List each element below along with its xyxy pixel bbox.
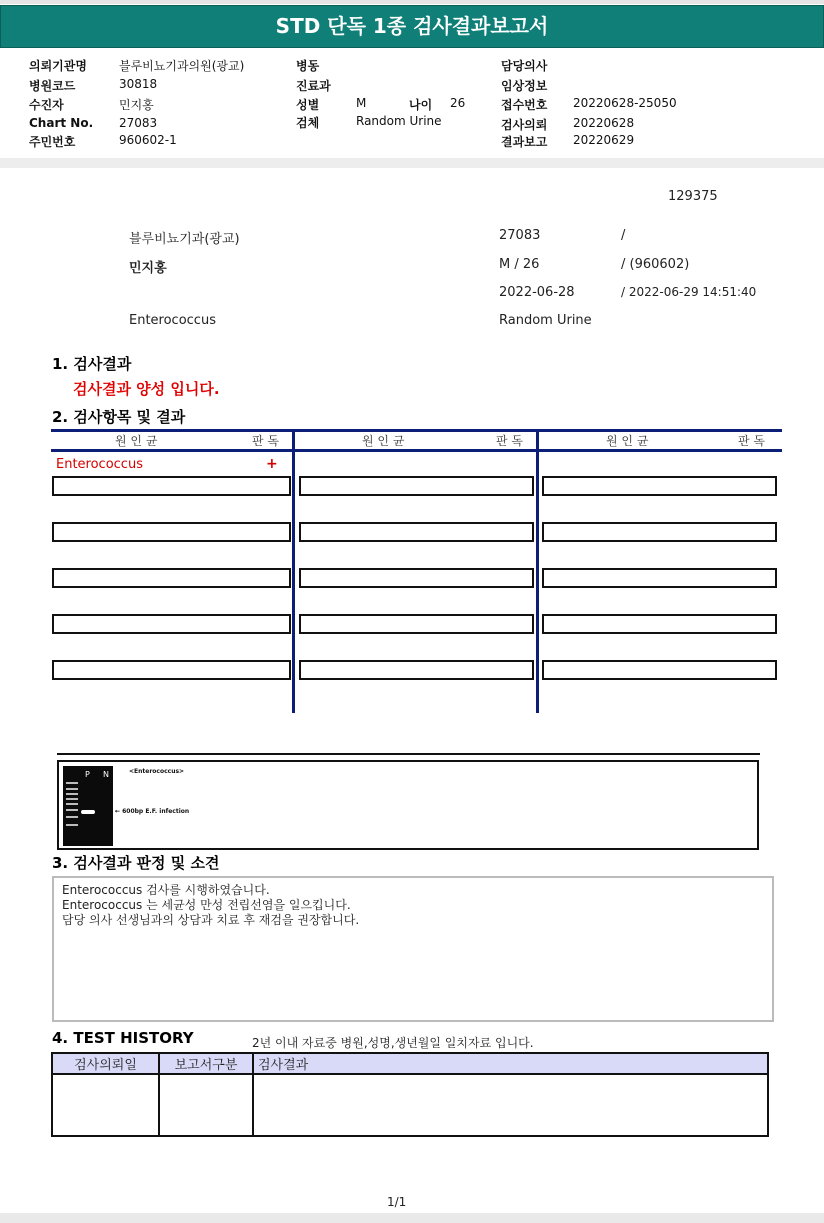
col2-pathogen-header: 원 인 균	[362, 434, 405, 448]
grid-divider-1	[292, 429, 295, 713]
result-box	[52, 660, 291, 680]
header-label-hospital-code: 병원코드	[29, 79, 76, 93]
info-slash: /	[621, 228, 626, 243]
result-box	[52, 568, 291, 588]
header-label-chart: Chart No.	[29, 116, 94, 130]
header-label-request-date: 검사의뢰	[501, 118, 548, 132]
history-cell	[159, 1074, 253, 1136]
gel-lane-p: P	[85, 770, 90, 779]
header-value-patient: 민지홍	[119, 98, 154, 112]
result-box	[542, 614, 777, 634]
history-header-report-type: 보고서구분	[159, 1053, 253, 1074]
report-number: 129375	[668, 189, 718, 204]
header-label-age: 나이	[409, 98, 433, 112]
header-label-hospital: 의뢰기관명	[29, 59, 87, 73]
result-box	[52, 522, 291, 542]
header-value-specimen: Random Urine	[356, 114, 442, 128]
result-box	[299, 522, 534, 542]
info-request-date: 2022-06-28	[499, 285, 575, 300]
result-box	[542, 522, 777, 542]
header-label-clinical-info: 임상정보	[501, 79, 548, 93]
result-box	[299, 568, 534, 588]
section1-title: 1. 검사결과	[52, 355, 132, 373]
gel-figure	[57, 760, 759, 850]
result-positive-mark: +	[266, 456, 278, 472]
section2-title: 2. 검사항목 및 결과	[52, 408, 186, 426]
header-value-chart: 27083	[119, 116, 158, 130]
header-label-receipt-no: 접수번호	[501, 98, 548, 112]
gel-title: <Enterococcus>	[129, 768, 185, 775]
header-value-sex: M	[356, 96, 367, 110]
opinion-line-1: Enterococcus 검사를 시행하였습니다.	[62, 883, 270, 897]
header-label-dept: 진료과	[296, 79, 331, 93]
info-specimen: Random Urine	[499, 313, 592, 328]
grid-header-line	[51, 449, 782, 452]
gel-ladder-band	[66, 782, 78, 784]
result-box	[542, 568, 777, 588]
header-value-hospital: 블루비뇨기과의원(광교)	[119, 59, 245, 73]
header-label-doctor: 담당의사	[501, 59, 548, 73]
result-box	[52, 476, 291, 496]
header-separator	[0, 158, 824, 168]
header-label-patient: 수진자	[29, 98, 64, 112]
header-value-hospital-code: 30818	[119, 77, 158, 91]
result-pathogen-name: Enterococcus	[56, 457, 143, 472]
gel-ladder-band	[66, 803, 78, 805]
top-border	[0, 0, 824, 4]
gel-ladder-band	[66, 798, 78, 800]
gel-ladder-band	[66, 824, 78, 826]
header-value-age: 26	[450, 96, 466, 110]
opinion-line-2: Enterococcus 는 세균성 만성 전립선염을 일으킵니다.	[62, 898, 351, 912]
info-patient: 민지홍	[129, 261, 167, 276]
header-value-report-date: 20220629	[573, 133, 635, 147]
info-report-datetime: / 2022-06-29 14:51:40	[621, 285, 757, 299]
gel-ladder-band	[66, 788, 78, 790]
history-cell	[52, 1074, 159, 1136]
result-box	[542, 660, 777, 680]
header-value-request-date: 20220628	[573, 116, 635, 130]
header-label-sex: 성별	[296, 98, 320, 112]
header-label-specimen: 검체	[296, 116, 320, 130]
opinion-line-3: 담당 의사 선생님과의 상담과 치료 후 재검을 권장합니다.	[62, 913, 360, 927]
header-label-resident-no: 주민번호	[29, 135, 76, 149]
gel-positive-band	[81, 810, 95, 814]
opinion-box	[52, 876, 774, 1022]
info-hospital: 블루비뇨기과(광교)	[129, 232, 240, 247]
gel-ladder-band	[66, 809, 78, 811]
header-label-ward: 병동	[296, 59, 320, 73]
history-cell	[253, 1074, 768, 1136]
col1-pathogen-header: 원 인 균	[115, 434, 158, 448]
col3-pathogen-header: 원 인 균	[606, 434, 649, 448]
info-organism: Enterococcus	[129, 313, 216, 328]
gel-ladder-band	[66, 816, 78, 818]
header-label-report-date: 결과보고	[501, 135, 548, 149]
history-header-request-date: 검사의뢰일	[52, 1053, 159, 1074]
section3-title: 3. 검사결과 판정 및 소견	[52, 854, 220, 872]
gel-top-rule	[57, 753, 760, 755]
gel-ladder-band	[66, 793, 78, 795]
gel-image	[63, 766, 113, 846]
result-box	[299, 476, 534, 496]
history-note: 2년 이내 자료중 병원,성명,생년월일 일치자료 입니다.	[252, 1036, 534, 1050]
gel-band-label: ← 600bp E.F. infection	[115, 808, 190, 815]
page-number: 1/1	[387, 1195, 407, 1209]
grid-divider-2	[536, 429, 539, 713]
gel-lane-n: N	[103, 770, 109, 779]
col3-judgement-header: 판 독	[738, 434, 765, 448]
page-bottom-gap	[0, 1213, 824, 1223]
section4-title: 4. TEST HISTORY	[52, 1029, 194, 1047]
history-table	[51, 1052, 769, 1137]
header-value-resident-no: 960602-1	[119, 133, 177, 147]
result-box	[299, 614, 534, 634]
positive-result: 검사결과 양성 입니다.	[73, 380, 220, 398]
info-birth: / (960602)	[621, 257, 690, 272]
col2-judgement-header: 판 독	[496, 434, 523, 448]
history-header-result: 검사결과	[253, 1053, 768, 1074]
result-box	[299, 660, 534, 680]
info-sex-age: M / 26	[499, 257, 540, 272]
col1-judgement-header: 판 독	[252, 434, 279, 448]
header-value-receipt-no: 20220628-25050	[573, 96, 677, 110]
result-box	[542, 476, 777, 496]
grid-top-line	[51, 429, 782, 432]
info-chart: 27083	[499, 228, 541, 243]
result-box	[52, 614, 291, 634]
report-title: STD 단독 1종 검사결과보고서	[0, 5, 824, 48]
